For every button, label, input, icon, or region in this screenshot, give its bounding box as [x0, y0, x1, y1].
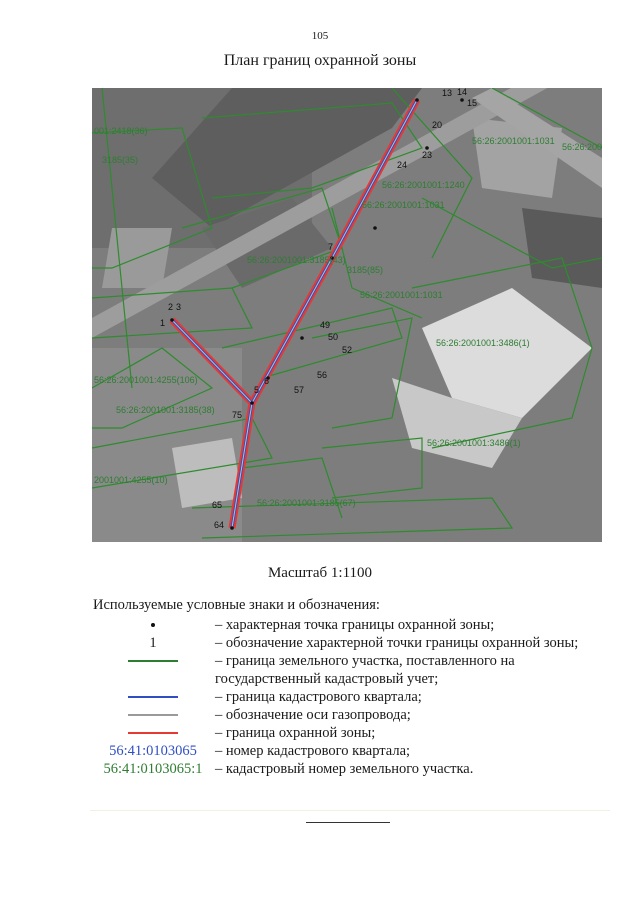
- pt-label: 65: [212, 500, 223, 510]
- pt-label: 15: [467, 98, 478, 108]
- pt-label: 20: [432, 120, 443, 130]
- legend-text: – обозначение характерной точки границы охранной зоны;: [215, 635, 579, 651]
- parcel-label: 56:26:2001001:3486(1): [427, 438, 521, 448]
- pt-label: 56: [317, 370, 328, 380]
- legend-item: [93, 616, 613, 634]
- pt-label: 50: [328, 332, 339, 342]
- pt-label: 64: [214, 520, 225, 530]
- pipeline-axis-icon: [128, 714, 178, 716]
- pt-label: 7: [328, 242, 334, 252]
- legend-text: – характерная точка границы охранной зоны;: [215, 617, 495, 633]
- legend-item: [93, 706, 613, 724]
- pt-label: 13: [442, 88, 453, 98]
- legend-item: [93, 724, 613, 742]
- pt-label: 2: [168, 302, 174, 312]
- pt-label: 49: [320, 320, 331, 330]
- parcel-label: 56:26:200: [562, 142, 602, 152]
- parcel-label: 56:26:2001001:1031: [360, 290, 443, 300]
- pt-label: 1: [160, 318, 166, 328]
- divider: [306, 822, 390, 823]
- parcel-line-icon: [128, 660, 178, 662]
- quarter-line-icon: [128, 696, 178, 698]
- parcel-label: 56:26:2001001:4255(106): [94, 375, 198, 385]
- parcel-label: 56:26:2001001:3486(1): [436, 338, 530, 348]
- map-svg: [92, 88, 602, 542]
- page-title: План границ охранной зоны: [223, 52, 417, 69]
- legend-item: [93, 760, 613, 778]
- pt-label: 23: [422, 150, 433, 160]
- legend: [93, 616, 613, 778]
- parcel-label: 2001001:4255(10): [94, 475, 168, 485]
- parcel-label: 56:26:2001001:1031: [472, 136, 555, 146]
- legend-symbol: 56:41:0103065: [109, 743, 197, 759]
- parcel-label: 3185(85): [347, 265, 384, 275]
- legend-text: – граница охранной зоны;: [215, 725, 376, 741]
- legend-item: [93, 688, 613, 706]
- pt-label: 3: [176, 302, 182, 312]
- parcel-label: 56:26:2001001:1031: [362, 200, 445, 210]
- legend-symbol: 1: [149, 635, 157, 651]
- parcel-label: 56:26:2001001:1240: [382, 180, 465, 190]
- legend-text: – номер кадастрового квартала;: [215, 743, 411, 759]
- pt-label: 52: [342, 345, 353, 355]
- legend-text: – граница кадастрового квартала;: [215, 689, 422, 705]
- parcel-label: 3185(35): [102, 155, 139, 165]
- aerial-map: [92, 88, 602, 542]
- pt-label: 24: [397, 160, 408, 170]
- divider: [90, 810, 610, 811]
- page-number: 105: [311, 30, 329, 42]
- legend-item: [93, 634, 613, 652]
- parcel-label: 56:26:2001001:3185(67): [257, 498, 356, 508]
- parcel-label: 56:26:2001001:3185(43): [247, 255, 346, 265]
- point-marker-icon: [151, 623, 155, 627]
- pt-label: 57: [294, 385, 305, 395]
- legend-text: – обозначение оси газопровода;: [215, 707, 411, 723]
- parcel-label: 56:26:2001001:3185(38): [116, 405, 215, 415]
- legend-heading: Используемые условные знаки и обозначения:: [93, 597, 380, 613]
- legend-text: – кадастровый номер земельного участка.: [215, 761, 474, 777]
- legend-item: [93, 742, 613, 760]
- map-scale: Масштаб 1:1100: [267, 565, 373, 581]
- pt-label: 14: [457, 88, 468, 97]
- pt-label: 5: [254, 385, 260, 395]
- legend-item: [93, 652, 613, 688]
- zone-line-icon: [128, 732, 178, 734]
- pt-label: 75: [232, 410, 243, 420]
- pt-label: 6: [264, 376, 270, 386]
- legend-symbol: 56:41:0103065:1: [103, 761, 203, 777]
- parcel-label: 001:2418(36): [94, 126, 148, 136]
- legend-text: – граница земельного участка, поставленного на государственный кадастровый учет;: [215, 653, 515, 687]
